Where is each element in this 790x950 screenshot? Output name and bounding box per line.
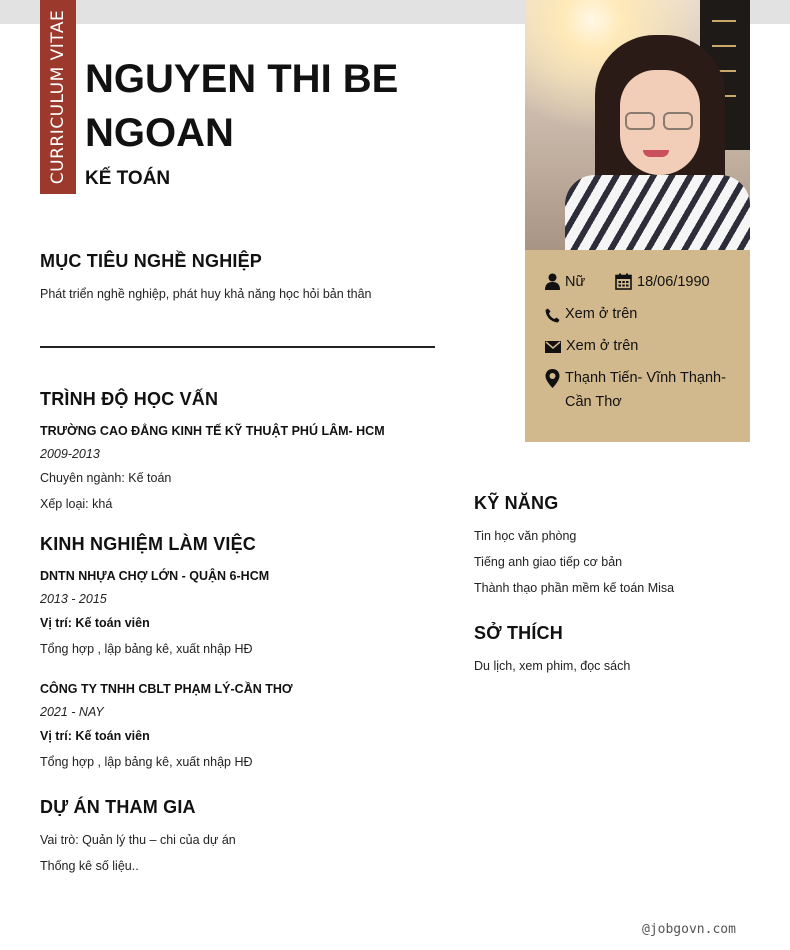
- job-position: Vị trí: Kế toán viên: [40, 729, 150, 743]
- job-company: DNTN NHỰA CHỢ LỚN - QUẬN 6-HCM: [40, 569, 270, 583]
- gender-value: Nữ: [565, 274, 586, 290]
- phone-value: Xem ở trên: [565, 306, 638, 322]
- profile-photo: [525, 0, 750, 250]
- email-value: Xem ở trên: [566, 338, 639, 354]
- candidate-name: NGUYEN THI BE NGOAN: [85, 57, 399, 155]
- job-period: 2013 - 2015: [40, 592, 107, 606]
- job-description: Tổng hợp , lập bảng kê, xuất nhập HĐ: [40, 642, 253, 656]
- photo-glasses: [663, 112, 693, 130]
- skill-item: Thành thạo phần mềm kế toán Misa: [474, 581, 675, 595]
- photo-scarf: [565, 175, 750, 250]
- education-rank: Xếp loại: khá: [40, 497, 113, 511]
- email-row: [545, 334, 638, 358]
- job-position: Vị trí: Kế toán viên: [40, 616, 150, 630]
- address-row: [545, 366, 740, 414]
- education-school: TRƯỜNG CAO ĐẲNG KINH TẾ KỸ THUẬT PHÚ LÂM- HCM: [40, 424, 385, 438]
- education-period: 2009-2013: [40, 447, 100, 461]
- cv-label: CURRICULUM VITAE: [48, 9, 68, 185]
- objective-text: Phát triển nghề nghiệp, phát huy khả năng học hỏi bản thân: [40, 287, 372, 301]
- gender-row: [545, 270, 585, 294]
- photo-glasses: [625, 112, 655, 130]
- phone-icon: [545, 308, 560, 323]
- phone-row: [545, 302, 637, 326]
- cv-vertical-tag: [40, 0, 76, 194]
- hobbies-text: Du lịch, xem phim, đọc sách: [474, 659, 631, 673]
- project-line: Vai trò: Quản lý thu – chi của dự án: [40, 833, 236, 847]
- location-pin-icon: [545, 369, 560, 388]
- job-period: 2021 - NAY: [40, 705, 104, 719]
- hobbies-heading: SỞ THÍCH: [474, 623, 563, 643]
- dob-row: [615, 270, 710, 294]
- experience-heading: KINH NGHIỆM LÀM VIỆC: [40, 534, 257, 554]
- project-line: Thống kê số liệu..: [40, 859, 139, 873]
- photo-mouth: [643, 150, 669, 157]
- education-major: Chuyên ngành: Kế toán: [40, 471, 172, 485]
- personal-info-box: [525, 250, 750, 442]
- projects-heading: DỰ ÁN THAM GIA: [40, 797, 196, 817]
- objective-heading: MỤC TIÊU NGHỀ NGHIỆP: [40, 251, 263, 271]
- section-divider: [40, 346, 435, 348]
- skill-item: Tiếng anh giao tiếp cơ bản: [474, 555, 623, 569]
- person-icon: [545, 273, 560, 290]
- dob-value: 18/06/1990: [637, 274, 710, 290]
- job-title: KẾ TOÁN: [85, 168, 171, 189]
- calendar-icon: [615, 273, 632, 290]
- skill-item: Tin học văn phòng: [474, 529, 577, 543]
- address-value: Thạnh Tiến- Vĩnh Thạnh- Cần Thơ: [565, 370, 726, 410]
- job-description: Tổng hợp , lập bảng kê, xuất nhập HĐ: [40, 755, 253, 769]
- envelope-icon: [545, 341, 561, 353]
- job-company: CÔNG TY TNHH CBLT PHẠM LÝ-CẦN THƠ: [40, 682, 293, 696]
- education-heading: TRÌNH ĐỘ HỌC VẤN: [40, 389, 219, 409]
- skills-heading: KỸ NĂNG: [474, 493, 559, 513]
- site-watermark: @jobgovn.com: [642, 922, 736, 937]
